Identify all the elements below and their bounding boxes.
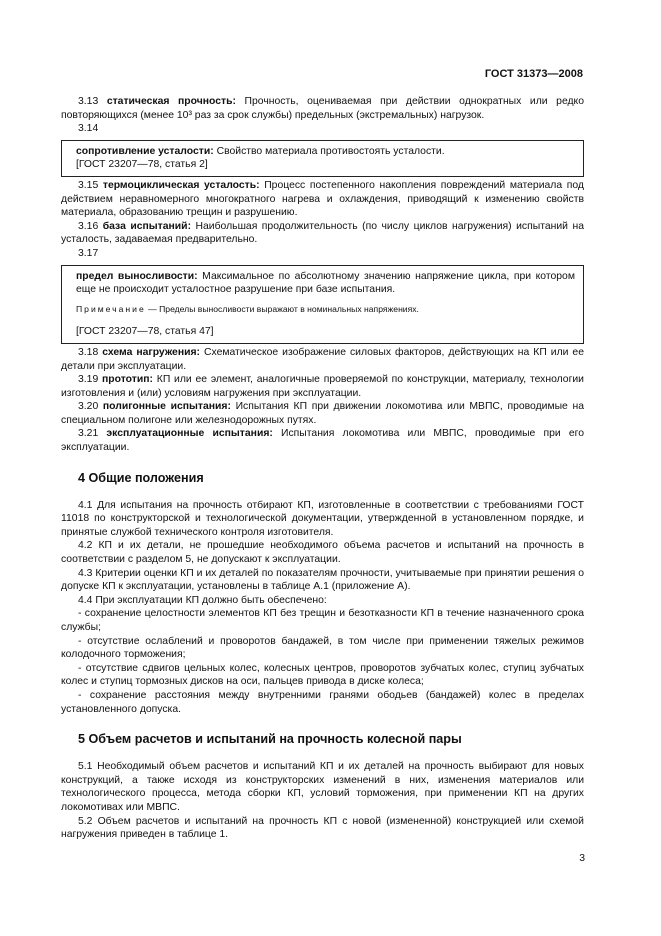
document-id-header: ГОСТ 31373—2008 (484, 68, 583, 80)
list-item: - сохранение расстояния между внутренними гранями ободьев (бандажей) колес в пределах установленного допуска. (61, 689, 584, 715)
page-body (61, 95, 584, 842)
note-label: Примечание (76, 303, 146, 314)
definition-3-21 (61, 427, 584, 454)
definition-3-20 (61, 400, 584, 427)
definition-3-18 (61, 346, 584, 373)
paragraph-4-2: 4.2 КП и их детали, не прошедшие необходимого объема расчетов и испытаний на прочность в соответствии с разделом 5, не допускают к эксплуатации. (61, 540, 584, 566)
clause-number: 3.19 (78, 374, 99, 386)
term: сопротивление усталости: (76, 145, 214, 157)
clause-number: 3.16 (78, 220, 99, 232)
paragraph-5-2: 5.2 Объем расчетов и испытаний на прочность КП с новой (измененной) конструкцией или схемой нагружения приведен в таблице 1. (61, 815, 584, 841)
section-4-heading: 4 Общие положения (78, 470, 204, 485)
definition-3-15 (61, 179, 584, 220)
definition-3-16 (61, 220, 584, 247)
definition-3-13 (61, 95, 584, 122)
paragraph-4-1: 4.1 Для испытания на прочность отбирают КП, изготовленные в соответствии с требованиями ГОСТ 11018 по конструкторской и технологической документации, утвержденной в установленном порядке, и принятые службой технического контроля изготовителя. (61, 499, 584, 538)
definition-text: Наибольшая продолжительность (по числу циклов нагружения) испытаний на усталость, задаваемая предварительно. (61, 220, 584, 246)
term: статическая прочность: (106, 96, 236, 107)
definition-3-19 (61, 373, 584, 400)
source-reference: [ГОСТ 23207—78, статья 2] (76, 159, 208, 171)
clause-number: 3.13 (78, 96, 99, 107)
definition-text: КП или ее элемент, аналогичные проверяемой по конструкции, материалу, технологии изготовления и (или) условиям нагружения при эксплуатации. (61, 374, 584, 399)
clause-number-3-14: 3.14 (78, 123, 99, 135)
term: база испытаний: (102, 220, 192, 232)
definition-text: Испытания локомотива или МВПС, проводимые при его эксплуатации. (61, 428, 584, 454)
term: эксплуатационные испытания: (106, 428, 273, 440)
term: полигонные испытания: (102, 401, 231, 413)
definition-text: Испытания КП при движении локомотива или МВПС, проводимые на специальном полигоне или железнодорожных путях. (61, 401, 584, 426)
page-number: 3 (579, 853, 585, 864)
clause-number: 3.21 (78, 428, 99, 440)
definition-text: Свойство материала противостоять усталости. (213, 145, 445, 157)
definition-text: Прочность, оцениваемая при действии однократных или редко повторяющихся (менее 10³ раз за срок службы) предельных (экстремальных) нагрузок. (61, 96, 584, 121)
clause-number-3-17: 3.17 (78, 247, 99, 259)
list-item: - сохранение целостности элементов КП без трещин и безотказности КП в течение назначенного срока службы; (61, 608, 584, 633)
definition-box-3-17 (61, 265, 584, 344)
term: термоциклическая усталость: (102, 179, 260, 191)
term: предел выносливости: (76, 270, 198, 282)
clause-number: 3.18 (78, 346, 99, 358)
note-text: — Пределы выносливости выражают в номинальных напряжениях. (145, 303, 419, 314)
paragraph-4-3: 4.3 Критерии оценки КП и их деталей по показателям прочности, учитываемые при принятии решения о допуске КП к эксплуатации, установлены в таблице А.1 (приложение А). (61, 567, 584, 593)
term: схема нагружения: (102, 346, 201, 358)
definition-text: Максимальное по абсолютному значению напряжение цикла, при котором еще не происходит усталостное разрушение при базе испытания. (76, 270, 575, 296)
clause-number: 3.15 (78, 179, 99, 191)
definition-text: Схематическое изображение силовых факторов, действующих на КП или ее детали при эксплуатации. (61, 346, 584, 372)
paragraph-4-4: 4.4 При эксплуатации КП должно быть обеспечено: (78, 594, 327, 606)
list-item: - отсутствие ослаблений и проворотов бандажей, в том числе при применении тяжелых режимов колодочного торможения; (61, 635, 584, 661)
list-item: - отсутствие сдвигов цельных колес, колесных центров, проворотов зубчатых колес, ступиц зубчатых колес и ступиц тормозных дисков на оси, пальцев привода в диске колеса; (61, 662, 584, 688)
section-5-heading: 5 Объем расчетов и испытаний на прочность колесной пары (78, 732, 462, 747)
source-reference: [ГОСТ 23207—78, статья 47] (76, 326, 214, 338)
clause-number: 3.20 (78, 401, 99, 413)
definition-box-3-14 (61, 140, 584, 177)
definition-text: Процесс постепенного накопления повреждений материала под действием неравномерного многократного нагрева и охлаждения, приводящий к изменению свойств материала, образованию трещин и разрушению. (61, 179, 584, 219)
note (76, 303, 575, 317)
term: прототип: (102, 374, 153, 386)
paragraph-5-1: 5.1 Необходимый объем расчетов и испытаний КП и их деталей на прочность выбирают для новых конструкций, а также исходя из конструкторских изменений в них, изменения материалов или технологического процесса, метода сборки КП, условий торможения, при применении КП на других локомотивах или МВПС. (61, 761, 584, 813)
